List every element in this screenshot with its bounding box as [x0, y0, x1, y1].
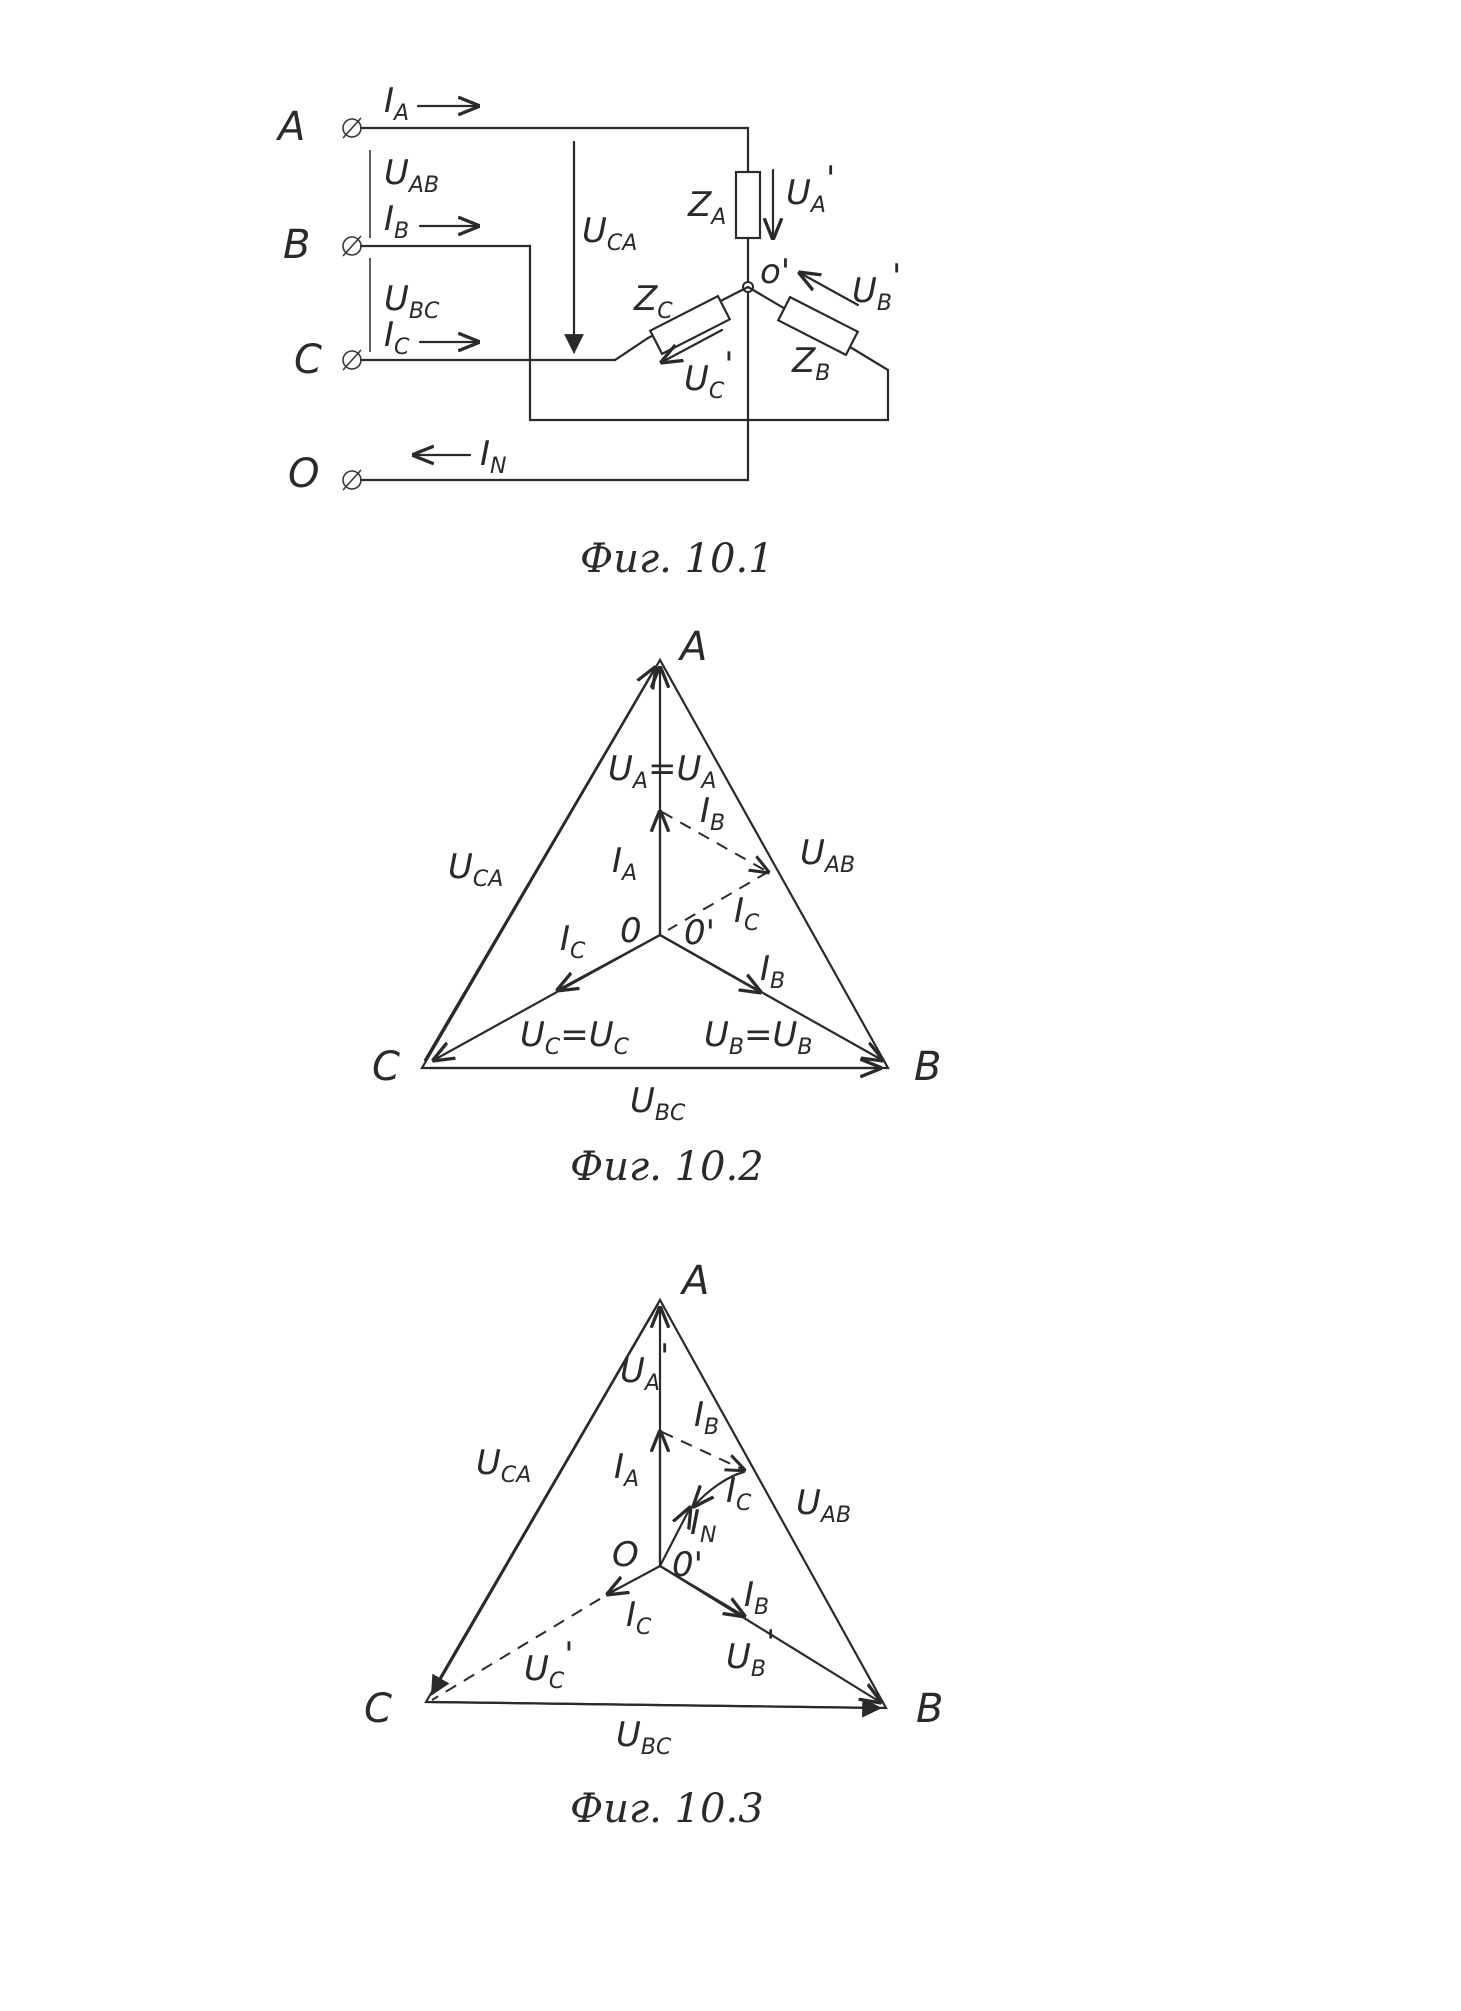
label-ic-dashed: $I_C$ [734, 891, 760, 936]
label-ubc: $U_{BC}$ [616, 1715, 672, 1760]
label-in: $I_N$ [690, 1503, 717, 1548]
label-ic: $I_C$ [384, 315, 410, 360]
label-in: $I_N$ [480, 434, 507, 479]
label-uca: $U_{CA}$ [476, 1443, 532, 1488]
vertex-b: B [914, 1044, 942, 1090]
impedance-za [736, 172, 760, 238]
label-ub-prime: $U_B'$ [726, 1623, 776, 1682]
label-center-o-prime: 0' [684, 913, 715, 953]
label-zb: $Z_B$ [792, 341, 831, 386]
label-ib: $I_B$ [744, 1575, 770, 1620]
label-ic: $I_C$ [626, 1595, 652, 1640]
label-ib-dashed: $I_B$ [694, 1395, 720, 1440]
label-node: o' [760, 252, 791, 292]
phasor-ib-dashed [662, 1432, 744, 1470]
terminal-c [294, 337, 361, 383]
svg-text:B: B [283, 222, 311, 268]
wire-a [361, 128, 748, 172]
label-uca: $U_{CA}$ [582, 211, 638, 256]
label-center-o: 0 [620, 911, 642, 951]
svg-text:A: A [278, 104, 306, 150]
impedance-zb [778, 297, 858, 355]
figure-10-1 [275, 81, 901, 582]
label-ubc: $U_{BC}$ [630, 1081, 686, 1126]
vertex-b: B [916, 1686, 944, 1732]
caption-10-2: Фиг. 10.2 [570, 1144, 764, 1190]
label-ua-eq: $U_A=U_A$ [608, 749, 717, 794]
arrow-ub [800, 273, 858, 305]
label-center-o: O [612, 1535, 639, 1575]
arrow-ubc [432, 1702, 880, 1708]
label-ia: $I_A$ [384, 81, 410, 126]
label-uab: $U_{AB}$ [800, 833, 856, 878]
svg-text:O: O [288, 451, 320, 497]
label-ic: $I_C$ [560, 919, 586, 964]
label-uc-prime: $U_C'$ [524, 1635, 574, 1694]
vertex-a: A [680, 624, 708, 670]
label-uab: $U_{AB}$ [796, 1483, 852, 1528]
vertex-c: C [372, 1044, 400, 1090]
label-ia: $I_A$ [612, 841, 638, 886]
label-ib: $I_B$ [760, 949, 786, 994]
label-zc: $Z_C$ [634, 279, 673, 324]
caption-10-3: Фиг. 10.3 [570, 1786, 764, 1832]
label-uca: $U_{CA}$ [448, 847, 504, 892]
label-uc-prime: $U_C'$ [684, 345, 734, 404]
terminal-b [283, 222, 361, 268]
label-ia: $I_A$ [614, 1447, 640, 1492]
terminal-o [288, 451, 361, 497]
label-za: $Z_A$ [688, 185, 727, 230]
svg-text:C: C [294, 337, 322, 383]
label-ub-prime: $U_B'$ [852, 257, 902, 316]
vertex-c: C [364, 1686, 392, 1732]
label-ic-curve: $I_C$ [726, 1471, 752, 1516]
label-ua-prime: $U_A'$ [620, 1337, 670, 1396]
label-uc-eq: $U_C=U_C$ [520, 1015, 630, 1060]
label-ubc: $U_{BC}$ [384, 279, 440, 324]
label-ua-prime: $U_A'$ [786, 159, 836, 218]
label-uab: $U_{AB}$ [384, 153, 440, 198]
label-center-o-prime: 0' [672, 1545, 703, 1585]
figure-10-3 [364, 1258, 943, 1832]
figure-10-2 [372, 624, 941, 1190]
label-ub-eq: $U_B=U_B$ [704, 1015, 813, 1060]
terminal-a [275, 104, 361, 150]
label-ib: $I_B$ [384, 199, 410, 244]
caption-10-1: Фиг. 10.1 [580, 536, 774, 582]
vertex-a: A [682, 1258, 710, 1304]
label-ib-dashed: $I_B$ [700, 791, 726, 836]
